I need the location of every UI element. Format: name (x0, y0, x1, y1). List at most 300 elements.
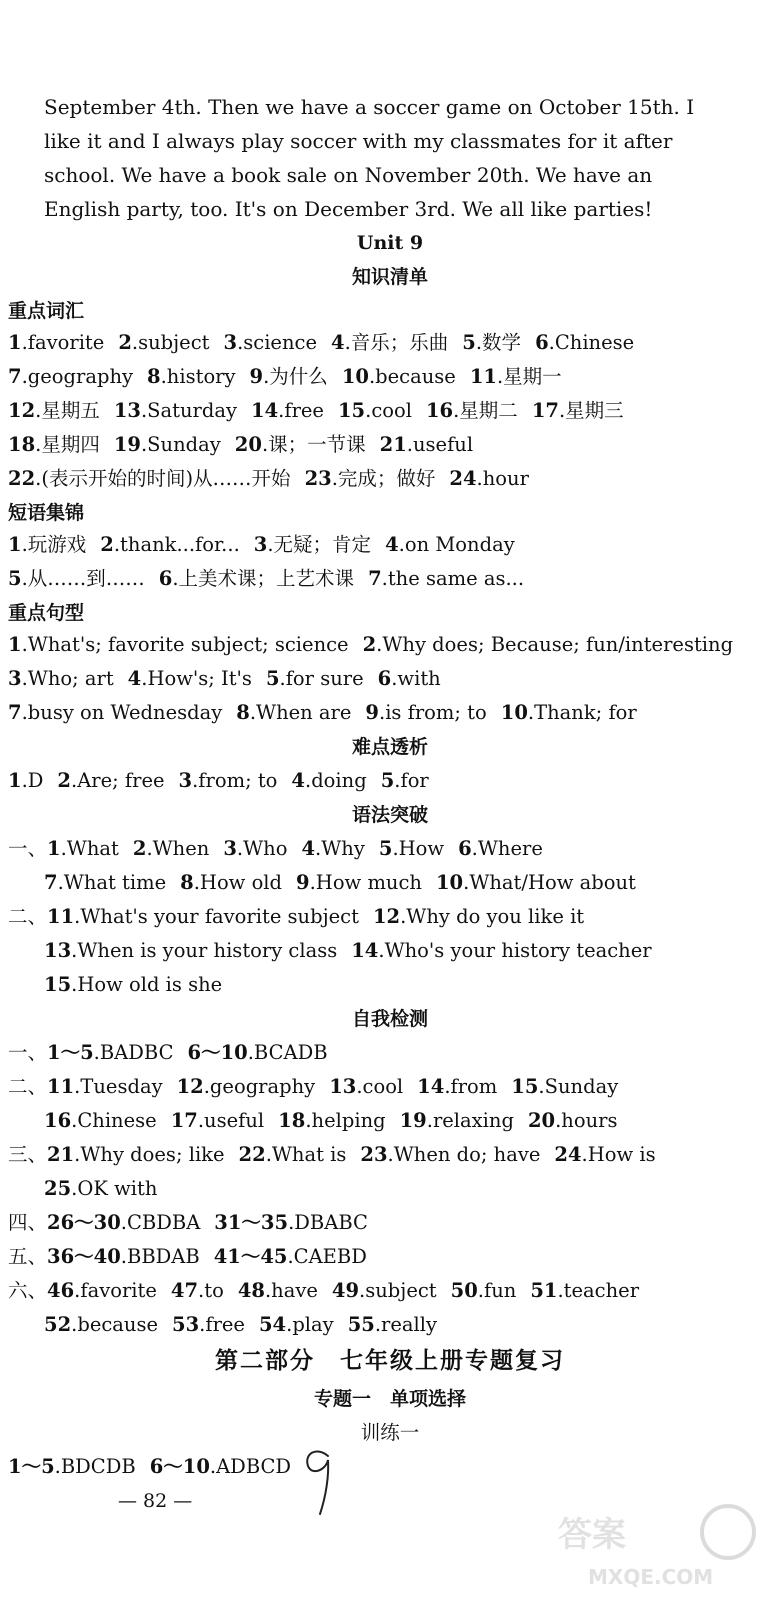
group-prefix: 五、 (8, 1245, 48, 1268)
item-text: .for sure (279, 667, 364, 690)
item-number: 6 (158, 567, 173, 590)
item-text: .How old (193, 871, 283, 894)
vocab-row (8, 362, 780, 392)
item-number: 2 (362, 633, 377, 656)
item-text: .free (199, 1313, 245, 1336)
item-number: 54 (258, 1313, 287, 1336)
item-text: .完成；做好 (331, 467, 436, 490)
grammar-row (8, 834, 780, 864)
answer-item (532, 399, 624, 422)
item-number: 51 (530, 1279, 558, 1302)
item-text: .geography (203, 1075, 316, 1098)
group-prefix: 三、 (8, 1143, 48, 1166)
item-number: 8 (236, 701, 250, 724)
answer-item (133, 837, 209, 860)
item-number: 52 (44, 1313, 72, 1336)
item-number: 3 (178, 769, 193, 792)
item-number: 20 (527, 1109, 556, 1132)
item-number: 9 (249, 365, 264, 388)
item-text: .to (198, 1279, 224, 1302)
answer-item (296, 871, 422, 894)
item-text: .What/How about (463, 871, 636, 894)
answer-item (470, 365, 562, 388)
answer-item (329, 1075, 403, 1098)
item-number: 12 (8, 399, 36, 422)
item-number: 7 (8, 365, 22, 388)
sentence-row (8, 698, 780, 728)
item-number: 4 (301, 837, 316, 860)
item-number: 13 (44, 939, 72, 962)
answer-item (47, 905, 359, 928)
answer-item (147, 365, 236, 388)
section-title-knowledge: 知识清单 (351, 266, 428, 288)
answer-item (528, 1109, 618, 1132)
item-text: .CBDBA (120, 1211, 201, 1234)
item-text: .数学 (475, 331, 522, 354)
item-number: 15 (44, 973, 72, 996)
answer-item (250, 365, 328, 388)
item-number: 23 (360, 1143, 388, 1166)
answer-item (535, 331, 634, 354)
item-text: .useful (406, 433, 474, 456)
topic-title: 专题一 单项选择 (313, 1388, 466, 1410)
item-text: .What's your favorite subject (74, 905, 359, 928)
item-text: .BCADB (247, 1041, 328, 1064)
group-prefix: 二、 (8, 1075, 48, 1098)
answer-item (417, 1075, 497, 1098)
item-text: .cool (356, 1075, 404, 1098)
answer-item (47, 1075, 163, 1098)
item-text: .CAEBD (287, 1245, 367, 1268)
answer-item (373, 905, 584, 928)
answer-item (378, 667, 441, 690)
item-number: 4 (331, 331, 345, 354)
group-prefix: 一、 (8, 1041, 48, 1064)
item-number: 4 (385, 533, 399, 556)
item-number: 48 (237, 1279, 265, 1302)
answer-item (171, 1109, 264, 1132)
item-text: .OK with (71, 1177, 158, 1200)
item-text: .Where (471, 837, 543, 860)
item-text: .星期四 (35, 433, 100, 456)
answer-item (254, 533, 371, 556)
answer-item (150, 1455, 291, 1478)
item-number: 1～5 (47, 1041, 94, 1064)
item-number: 11 (47, 1075, 75, 1098)
answer-item (44, 973, 222, 996)
item-number: 4 (291, 769, 305, 792)
answer-item (177, 1075, 316, 1098)
answer-item (458, 837, 543, 860)
heading-sentences: 重点句型 (8, 602, 85, 624)
training-title: 训练一 (360, 1421, 420, 1444)
item-text: .星期一 (496, 365, 562, 388)
item-text: .Thank; for (527, 701, 637, 724)
answer-item (44, 939, 337, 962)
answer-item (381, 769, 429, 792)
item-text: .BBDAB (120, 1245, 200, 1268)
svg-text:MXQE.COM: MXQE.COM (588, 1565, 714, 1589)
item-number: 15 (337, 399, 366, 422)
item-text: .history (160, 365, 236, 388)
handwritten-mark (298, 1440, 338, 1520)
item-number: 49 (331, 1279, 360, 1302)
item-text: .Why (315, 837, 365, 860)
item-number: 24 (554, 1143, 582, 1166)
item-number: 5 (378, 837, 393, 860)
answer-item (251, 399, 324, 422)
selftest-row (8, 1038, 780, 1068)
item-text: .无疑；肯定 (267, 533, 372, 556)
item-number: 25 (44, 1177, 72, 1200)
answer-item (114, 433, 221, 456)
answer-item (360, 1143, 540, 1166)
item-number: 55 (347, 1313, 375, 1336)
item-number: 18 (278, 1109, 306, 1132)
item-text: .What is (265, 1143, 347, 1166)
answer-item (379, 837, 444, 860)
item-text: .cool (365, 399, 412, 422)
group-prefix: 六、 (8, 1279, 48, 1302)
answer-item (47, 1279, 157, 1302)
item-number: 12 (372, 905, 401, 928)
item-text: .useful (197, 1109, 265, 1132)
item-number: 1 (8, 533, 22, 556)
training-row (8, 1452, 780, 1482)
item-number: 21 (379, 433, 407, 456)
item-number: 14 (351, 939, 379, 962)
item-text: .with (391, 667, 441, 690)
answer-item (338, 399, 412, 422)
answer-item (8, 567, 145, 590)
page-number: — 82 — (118, 1490, 193, 1512)
item-text: .have (264, 1279, 318, 1302)
item-text: .because (368, 365, 456, 388)
item-text: .Tuesday (74, 1075, 163, 1098)
answer-item (462, 331, 521, 354)
intro-line: English party, too. It's on December 3rd. We all like parties! (44, 197, 653, 221)
group-prefix: 二、 (8, 905, 48, 928)
answer-item (8, 467, 291, 490)
item-text: .for (394, 769, 429, 792)
answer-item (171, 1279, 224, 1302)
intro-line: like it and I always play soccer with my classmates for it after (44, 129, 673, 153)
difficulty-row (8, 766, 780, 796)
item-number: 6 (377, 667, 392, 690)
answer-item (436, 871, 636, 894)
item-text: .When are (249, 701, 352, 724)
answer-item (47, 1041, 174, 1064)
item-text: .为什么 (263, 365, 328, 388)
item-number: 9 (365, 701, 379, 724)
item-text: .(表示开始的时间)从……开始 (35, 467, 291, 490)
item-text: .What's; favorite subject; science (21, 633, 349, 656)
answer-item (365, 701, 486, 724)
item-number: 6 (535, 331, 549, 354)
answer-item (100, 533, 240, 556)
item-number: 36～40 (47, 1245, 121, 1268)
item-number: 23 (304, 467, 332, 490)
item-number: 5 (265, 667, 280, 690)
selftest-row (8, 1276, 780, 1306)
item-number: 1 (47, 837, 61, 860)
item-text: .星期五 (35, 399, 100, 422)
item-text: .Who's your history teacher (378, 939, 652, 962)
item-text: .favorite (21, 331, 105, 354)
selftest-row (44, 1106, 780, 1136)
item-text: .Sunday (538, 1075, 619, 1098)
item-text: .How's; It's (141, 667, 252, 690)
item-number: 3 (8, 667, 22, 690)
item-number: 7 (44, 871, 58, 894)
item-number: 14 (417, 1075, 445, 1098)
item-text: .Who (236, 837, 288, 860)
item-text: .星期二 (453, 399, 518, 422)
item-text: .How old is she (71, 973, 223, 996)
answer-item (332, 1279, 437, 1302)
heading-phrases: 短语集锦 (8, 502, 85, 524)
item-text: .When (146, 837, 210, 860)
item-text: .free (278, 399, 324, 422)
answer-item (172, 1313, 245, 1336)
item-text: .Are; free (71, 769, 165, 792)
answer-item (47, 1245, 200, 1268)
item-text: .relaxing (426, 1109, 514, 1132)
answer-item (8, 667, 114, 690)
answer-item (380, 433, 473, 456)
item-number: 22 (238, 1143, 266, 1166)
answer-item (235, 433, 366, 456)
item-text: .subject (131, 331, 210, 354)
answer-item (449, 467, 529, 490)
item-text: .hour (476, 467, 529, 490)
answer-item (8, 331, 104, 354)
heading-vocab: 重点词汇 (8, 300, 85, 322)
item-number: 3 (223, 837, 237, 860)
group-prefix: 一、 (8, 837, 48, 860)
item-number: 5 (8, 567, 22, 590)
item-text: .Saturday (140, 399, 238, 422)
svg-text:答案: 答案 (558, 1515, 626, 1555)
item-text: .busy on Wednesday (21, 701, 223, 724)
item-text: .Who; art (21, 667, 114, 690)
answer-item (44, 1313, 158, 1336)
answer-item (8, 633, 349, 656)
item-number: 16 (425, 399, 454, 422)
item-number: 3 (223, 331, 238, 354)
item-number: 7 (8, 701, 22, 724)
answer-item (451, 1279, 517, 1302)
answer-item (188, 1041, 328, 1064)
vocab-row (8, 464, 780, 494)
item-text: .星期三 (558, 399, 624, 422)
item-number: 26～30 (47, 1211, 121, 1234)
grammar-row (8, 902, 780, 932)
item-text: .thank...for... (113, 533, 240, 556)
item-number: 9 (296, 871, 310, 894)
answer-item (8, 769, 43, 792)
item-number: 6～10 (187, 1041, 248, 1064)
answer-item (530, 1279, 639, 1302)
answer-item (44, 871, 166, 894)
answer-item (8, 399, 100, 422)
item-text: .ADBCD (209, 1455, 292, 1478)
answer-item (331, 331, 448, 354)
item-text: .What (60, 837, 119, 860)
item-text: .从……到…… (21, 567, 145, 590)
item-text: .How is (581, 1143, 656, 1166)
item-text: .How much (309, 871, 422, 894)
item-text: .the same as... (381, 567, 525, 590)
item-text: .音乐；乐曲 (344, 331, 449, 354)
item-text: .Chinese (548, 331, 635, 354)
answer-item (554, 1143, 655, 1166)
selftest-row (8, 1208, 780, 1238)
item-number: 1～5 (8, 1455, 55, 1478)
item-text: .BADBC (93, 1041, 174, 1064)
item-number: 19 (399, 1109, 427, 1132)
selftest-row (44, 1310, 780, 1340)
item-number: 7 (368, 567, 382, 590)
unit-title: Unit 9 (356, 232, 424, 254)
item-text: .doing (305, 769, 367, 792)
vocab-row (8, 430, 780, 460)
answer-item (8, 433, 100, 456)
item-number: 46 (47, 1279, 75, 1302)
intro-line: September 4th. Then we have a soccer game on October 15th. I (44, 95, 695, 119)
answer-item (118, 331, 209, 354)
answer-item (291, 769, 366, 792)
item-number: 5 (380, 769, 395, 792)
watermark-logo (548, 1500, 768, 1590)
answer-item (8, 533, 86, 556)
item-text: .subject (359, 1279, 437, 1302)
part-title: 第二部分 七年级上册专题复习 (215, 1347, 565, 1374)
answer-item (214, 1245, 367, 1268)
item-number: 15 (511, 1075, 539, 1098)
item-number: 13 (329, 1075, 357, 1098)
item-text: .from (444, 1075, 498, 1098)
selftest-row (44, 1174, 780, 1204)
item-number: 22 (8, 467, 36, 490)
item-number: 2 (118, 331, 132, 354)
item-text: .Chinese (71, 1109, 157, 1132)
item-number: 12 (176, 1075, 204, 1098)
item-text: .D (21, 769, 44, 792)
answer-item (223, 331, 317, 354)
vocab-row (8, 396, 780, 426)
answer-item (368, 567, 524, 590)
item-text: .上美术课；上艺术课 (172, 567, 355, 590)
item-number: 53 (172, 1313, 200, 1336)
section-title-difficulty: 难点透析 (351, 736, 428, 758)
answer-item (44, 1177, 157, 1200)
item-text: .science (237, 331, 317, 354)
item-number: 17 (170, 1109, 198, 1132)
item-text: .from; to (192, 769, 278, 792)
item-number: 31～35 (214, 1211, 289, 1234)
answer-item (8, 365, 133, 388)
answer-item (236, 701, 351, 724)
answer-item (8, 701, 222, 724)
item-number: 17 (531, 399, 559, 422)
item-number: 47 (170, 1279, 199, 1302)
item-number: 14 (251, 399, 279, 422)
answer-item (47, 1143, 225, 1166)
item-text: .BDCDB (54, 1455, 136, 1478)
answer-item (223, 837, 287, 860)
vocab-row (8, 328, 780, 358)
answer-item (57, 769, 164, 792)
answer-item (114, 399, 237, 422)
answer-item (180, 871, 282, 894)
item-text: .really (374, 1313, 438, 1336)
answer-item (511, 1075, 618, 1098)
item-text: .How (392, 837, 445, 860)
sentence-row (8, 630, 780, 660)
item-text: .on Monday (398, 533, 515, 556)
answer-item (426, 399, 518, 422)
answer-item (301, 837, 364, 860)
item-number: 18 (8, 433, 36, 456)
answer-item (238, 1279, 318, 1302)
answer-item (214, 1211, 368, 1234)
item-number: 6 (458, 837, 472, 860)
phrase-row (8, 530, 780, 560)
item-text: .When is your history class (71, 939, 338, 962)
answer-item (266, 667, 364, 690)
answer-item (385, 533, 515, 556)
item-number: 5 (462, 331, 476, 354)
item-number: 2 (132, 837, 147, 860)
item-text: .geography (21, 365, 134, 388)
item-number: 11 (469, 365, 497, 388)
item-number: 16 (44, 1109, 72, 1132)
sentence-row (8, 664, 780, 694)
intro-line: school. We have a book sale on November 20th. We have an (44, 163, 653, 187)
answer-item (239, 1143, 347, 1166)
item-number: 50 (450, 1279, 478, 1302)
item-number: 41～45 (213, 1245, 288, 1268)
grammar-row (44, 868, 780, 898)
grammar-row (44, 936, 780, 966)
item-number: 11 (47, 905, 75, 928)
item-number: 3 (253, 533, 268, 556)
item-number: 8 (180, 871, 194, 894)
item-number: 6～10 (149, 1455, 210, 1478)
answer-item (159, 567, 354, 590)
item-text: .helping (305, 1109, 386, 1132)
item-text: .Why does; like (74, 1143, 225, 1166)
answer-item (47, 837, 119, 860)
answer-item (8, 1455, 136, 1478)
item-number: 10 (435, 871, 464, 894)
item-text: .because (71, 1313, 159, 1336)
item-text: .Why do you like it (400, 905, 585, 928)
item-text: .DBABC (288, 1211, 368, 1234)
selftest-row (8, 1140, 780, 1170)
item-number: 1 (8, 769, 22, 792)
phrase-row (8, 564, 780, 594)
item-text: .When do; have (387, 1143, 541, 1166)
item-number: 21 (47, 1143, 75, 1166)
item-text: .teacher (557, 1279, 640, 1302)
answer-item (342, 365, 456, 388)
group-prefix: 四、 (8, 1211, 48, 1234)
item-number: 10 (341, 365, 369, 388)
item-number: 8 (147, 365, 161, 388)
item-text: .Sunday (140, 433, 221, 456)
